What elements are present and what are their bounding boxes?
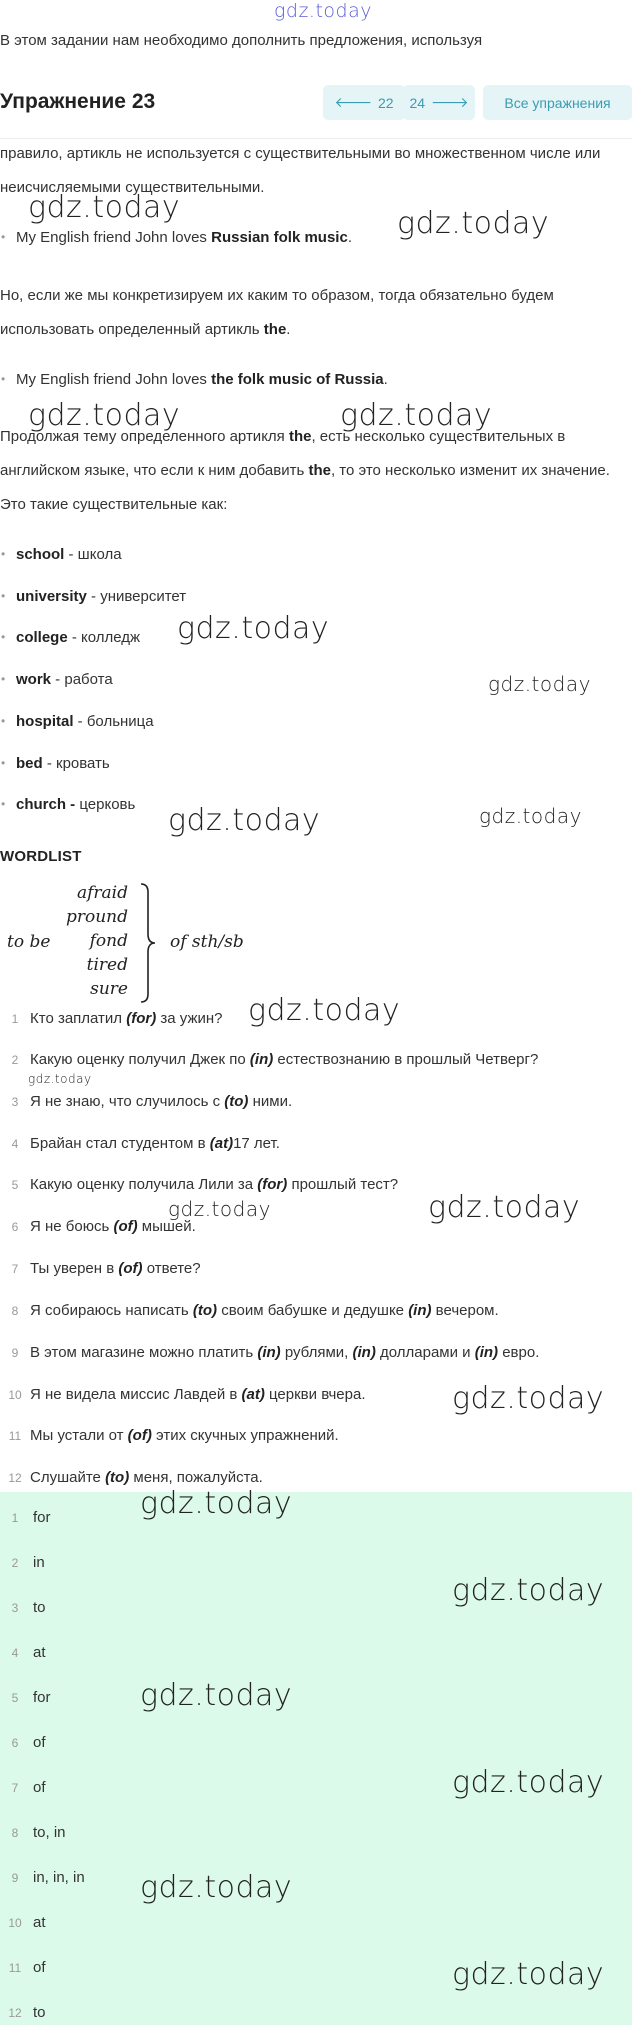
watermark: gdz.today <box>452 1573 605 1608</box>
arrow-left-icon: 🡐 <box>334 94 372 110</box>
answer-number: 12 <box>8 2006 22 2020</box>
question-text: Слушайте <box>30 1469 106 1486</box>
page-title: Упражнение 23 <box>0 90 156 113</box>
question-text: своим бабушке и дедушке <box>217 1302 409 1319</box>
question-preposition: (in) <box>474 1344 499 1361</box>
question-number: 7 <box>11 1262 19 1276</box>
list-item <box>16 755 110 772</box>
question-text: Какую оценку получила Лили за <box>30 1176 258 1193</box>
noun-en: bed <box>16 755 43 772</box>
answer-number: 3 <box>11 1601 19 1615</box>
all-exercises-label: Все упражнения <box>504 94 611 111</box>
watermark: gdz.today <box>479 804 582 828</box>
paragraph-nouns-mid: , есть несколько существительных в английском языке, что если к ним добавить <box>0 428 566 479</box>
watermark: gdz.today <box>488 672 591 696</box>
answer-text: at <box>33 1644 46 1661</box>
watermark: gdz.today <box>452 1957 605 1992</box>
answer-row <box>0 1734 46 1751</box>
answer-row <box>0 1824 66 1841</box>
question-text: Я собираюсь написать <box>30 1302 193 1319</box>
question-text: рублями, <box>280 1344 353 1361</box>
answer-number: 10 <box>8 1916 22 1930</box>
question-number: 1 <box>11 1012 19 1026</box>
question-number: 2 <box>11 1053 19 1067</box>
question-text: 17 лет. <box>233 1135 280 1152</box>
formula-adjective: tired <box>86 955 128 975</box>
noun-ru: - школа <box>64 546 122 563</box>
question-preposition: (for) <box>126 1010 157 1027</box>
question-text: евро. <box>498 1344 540 1361</box>
example-2-bold: the folk music of Russia <box>211 371 384 388</box>
paragraph-specific-bold: the <box>263 321 287 338</box>
paragraph-nouns <box>0 420 620 522</box>
list-item <box>16 588 186 605</box>
paragraph-nouns-bold-1: the <box>288 428 312 445</box>
question-row <box>0 1135 280 1152</box>
question-text: ответе? <box>142 1260 201 1277</box>
answer-text: to <box>33 1599 46 1616</box>
paragraph-nouns-text: Продолжая тему определенного артикля <box>0 428 289 445</box>
question-preposition: (of) <box>127 1427 152 1444</box>
watermark: gdz.today <box>248 993 401 1028</box>
question-text: долларами и <box>375 1344 475 1361</box>
answer-row <box>0 1689 51 1706</box>
answer-text: to <box>33 2004 46 2021</box>
answer-text: in, in, in <box>33 1869 85 1886</box>
question-text: этих скучных упражнений. <box>151 1427 339 1444</box>
question-text: церкви вчера. <box>264 1386 366 1403</box>
list-item <box>16 713 154 730</box>
example-1-text: My English friend John loves <box>16 229 212 246</box>
answer-row <box>0 1869 85 1886</box>
watermark: gdz.today <box>140 1678 293 1713</box>
question-preposition: (to) <box>192 1302 218 1319</box>
watermark: gdz.today <box>428 1190 581 1225</box>
example-2-text: My English friend John loves <box>16 371 212 388</box>
answer-number: 9 <box>11 1871 19 1885</box>
question-preposition: (at) <box>241 1386 265 1403</box>
question-text: меня, пожалуйста. <box>129 1469 263 1486</box>
answer-number: 6 <box>11 1736 19 1750</box>
answer-row <box>0 1779 46 1796</box>
formula-to-be: to be <box>7 932 51 952</box>
next-exercise-button[interactable] <box>403 85 475 120</box>
noun-en: hospital <box>16 713 74 730</box>
list-item <box>16 671 113 688</box>
answers-panel <box>0 1492 632 2025</box>
paragraph-nouns-bold-2: the <box>308 462 331 479</box>
question-row <box>0 1176 398 1193</box>
question-row <box>0 1010 223 1027</box>
answer-text: of <box>33 1779 46 1796</box>
prev-exercise-label: 22 <box>377 94 394 111</box>
question-preposition: (at) <box>209 1135 234 1152</box>
answer-number: 8 <box>11 1826 19 1840</box>
formula-brace-icon <box>138 882 158 1004</box>
noun-en: college <box>16 629 68 646</box>
answer-row <box>0 1959 46 1976</box>
question-text: Мы устали от <box>30 1427 128 1444</box>
list-item <box>16 546 122 563</box>
noun-ru: - работа <box>51 671 113 688</box>
noun-en: church - <box>16 796 76 813</box>
question-preposition: (of) <box>113 1218 138 1235</box>
example-1-end: . <box>347 229 352 246</box>
question-text: Кто заплатил <box>30 1010 127 1027</box>
paragraph-specific <box>0 279 620 347</box>
exercise-header <box>0 82 632 128</box>
question-number: 9 <box>11 1346 19 1360</box>
formula-adjective: sure <box>90 979 128 999</box>
question-row <box>0 1469 263 1486</box>
prev-exercise-button[interactable] <box>323 85 405 120</box>
answer-text: for <box>33 1689 51 1706</box>
question-number: 6 <box>11 1220 19 1234</box>
question-preposition: (in) <box>249 1051 274 1068</box>
question-text: естествознанию в прошлый Четверг? <box>273 1051 539 1068</box>
paragraph-rule: правило, артикль не используется с существительными во множественном числе или неисчисляемыми существительными. <box>0 145 601 196</box>
answer-text: of <box>33 1959 46 1976</box>
noun-ru: - больница <box>73 713 154 730</box>
intro-text: В этом задании нам необходимо дополнить предложения, используя <box>0 32 483 49</box>
question-text: Ты уверен в <box>30 1260 119 1277</box>
question-text: вечером. <box>431 1302 499 1319</box>
question-row <box>0 1260 201 1277</box>
question-row <box>0 1093 292 1110</box>
watermark: gdz.today <box>140 1486 293 1521</box>
answer-number: 4 <box>11 1646 19 1660</box>
answer-row <box>0 1599 46 1616</box>
answer-row <box>0 1554 45 1571</box>
noun-en: university <box>16 588 87 605</box>
question-number: 3 <box>11 1095 19 1109</box>
question-preposition: (to) <box>224 1093 249 1110</box>
answer-text: of <box>33 1734 46 1751</box>
next-exercise-label: 24 <box>409 94 426 111</box>
watermark: gdz.today <box>452 1381 605 1416</box>
watermark: gdz.today <box>168 1197 271 1221</box>
question-row <box>0 1386 366 1403</box>
question-text: Я не видела миссис Лавдей в <box>30 1386 242 1403</box>
question-text: за ужин? <box>156 1010 223 1027</box>
noun-en: school <box>16 546 65 563</box>
question-text: мышей. <box>137 1218 196 1235</box>
question-number: 8 <box>11 1304 19 1318</box>
question-text: Брайан стал студентом в <box>30 1135 210 1152</box>
question-row <box>0 1427 339 1444</box>
example-1-bold: Russian folk music <box>211 229 348 246</box>
noun-ru: - университет <box>86 588 187 605</box>
paragraph-nouns-end: , то это несколько изменит их значение. Это такие существительные как: <box>0 462 610 513</box>
answer-number: 2 <box>11 1556 19 1570</box>
answer-row <box>0 1914 46 1931</box>
question-number: 11 <box>8 1429 22 1443</box>
question-number: 5 <box>11 1178 19 1192</box>
answer-number: 7 <box>11 1781 19 1795</box>
list-item <box>16 796 135 813</box>
question-text: В этом магазине можно платить <box>30 1344 258 1361</box>
question-preposition: (for) <box>257 1176 288 1193</box>
answer-text: to, in <box>33 1824 66 1841</box>
answer-row <box>0 1509 51 1526</box>
arrow-right-icon: 🡒 <box>431 94 469 110</box>
answer-text: for <box>33 1509 51 1526</box>
list-item <box>16 629 140 646</box>
formula-adjective: afraid <box>76 883 128 903</box>
example-1 <box>16 229 352 246</box>
watermark: gdz.today <box>340 398 493 433</box>
question-text: Я не боюсь <box>30 1218 114 1235</box>
answer-number: 5 <box>11 1691 19 1705</box>
answer-text: at <box>33 1914 46 1931</box>
question-row <box>0 1218 196 1235</box>
formula-adjective: fond <box>89 931 128 951</box>
question-preposition: (in) <box>408 1302 432 1319</box>
watermark: gdz.today <box>28 398 181 433</box>
paragraph-specific-end: . <box>286 321 291 338</box>
noun-ru: - кровать <box>42 755 110 772</box>
question-number: 10 <box>8 1388 22 1402</box>
question-preposition: (in) <box>257 1344 281 1361</box>
watermark: gdz.today <box>397 206 550 241</box>
formula-of: of sth/sb <box>170 932 244 952</box>
noun-ru: - колледж <box>67 629 141 646</box>
question-text: Я не знаю, что случилось с <box>30 1093 225 1110</box>
question-text: Какую оценку получил Джек по <box>30 1051 250 1068</box>
answer-row <box>0 1644 46 1661</box>
watermark: gdz.today <box>177 611 330 646</box>
watermark: gdz.today <box>28 190 181 225</box>
wordlist-title: WORDLIST <box>0 848 82 865</box>
question-number: 12 <box>8 1471 22 1485</box>
example-2-end: . <box>383 371 388 388</box>
question-row <box>0 1302 499 1319</box>
noun-en: work <box>16 671 52 688</box>
watermark: gdz.today <box>168 803 321 838</box>
noun-ru: церковь <box>75 796 136 813</box>
paragraph-specific-text: Но, если же мы конкретизируем их каким то образом, тогда обязательно будем использовать определенный артикль <box>0 287 554 338</box>
example-2 <box>16 371 388 388</box>
question-number: 4 <box>11 1137 19 1151</box>
answer-number: 1 <box>11 1511 19 1525</box>
question-preposition: (to) <box>105 1469 130 1486</box>
answer-text: in <box>33 1554 45 1571</box>
watermark: gdz.today <box>28 1072 92 1086</box>
watermark: gdz.today <box>452 1765 605 1800</box>
formula-adjective: pround <box>65 907 128 927</box>
question-row <box>0 1051 538 1068</box>
question-preposition: (of) <box>118 1260 143 1277</box>
watermark: gdz.today <box>140 1870 293 1905</box>
question-text: ними. <box>248 1093 293 1110</box>
answer-row <box>0 2004 46 2021</box>
watermark-top: gdz.today <box>274 0 372 22</box>
answer-number: 11 <box>8 1961 22 1975</box>
question-preposition: (in) <box>352 1344 376 1361</box>
wordlist-formula <box>0 880 280 1005</box>
question-row <box>0 1344 539 1361</box>
question-text: прошлый тест? <box>287 1176 399 1193</box>
all-exercises-button[interactable] <box>483 85 632 120</box>
